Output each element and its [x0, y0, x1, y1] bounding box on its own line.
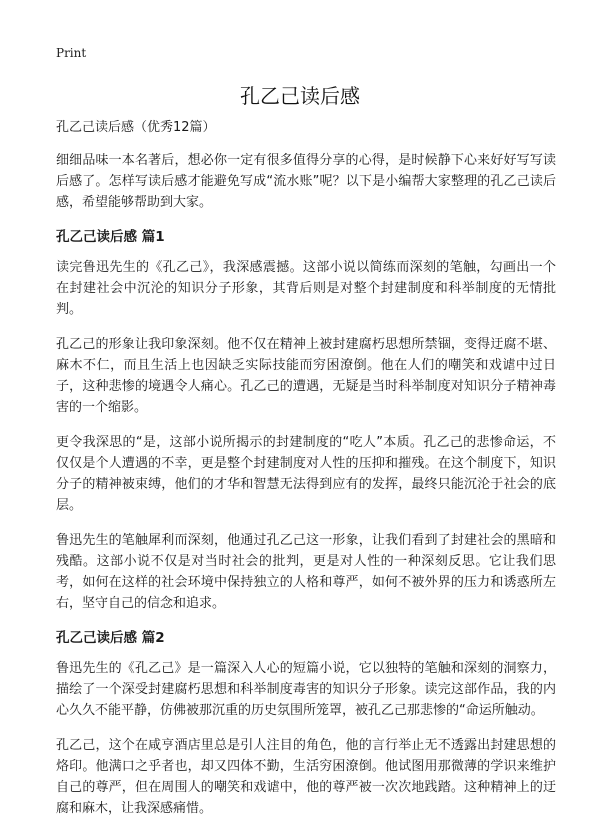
- intro-paragraph: 细细品味一本名著后，想必你一定有很多值得分享的心得，是时候静下心来好好写写读后感了。怎样写读后感才能避免写成“流水账”呢？以下是小编帮大家整理的孔乙己读后感，希望能够帮助到大家。: [56, 153, 556, 210]
- print-link[interactable]: Print: [56, 46, 87, 60]
- page-title: 孔乙己读后感: [240, 84, 360, 108]
- article-subtitle: 孔乙己读后感（优秀12篇）: [56, 120, 216, 135]
- paragraph: 读完鲁迅先生的《孔乙己》，我深感震撼。这部小说以简练而深刻的笔触，勾画出一个在封建社会中沉沦的知识分子形象，其背后则是对整个封建制度和科举制度的无情批判。: [56, 260, 556, 317]
- paragraph: 更令我深思的“是，这部小说所揭示的封建制度的“吃人”本质。孔乙己的悲惨命运，不仅仅是个人遭遇的不幸，更是整个封建制度对人性的压抑和摧残。在这个制度下，知识分子的精神被束缚，他们的才华和智慧无法得到应有的发挥，最终只能沉沦于社会的底层。: [56, 435, 556, 513]
- paragraph: 孔乙己，这个在咸亨酒店里总是引人注目的角色，他的言行举止无不透露出封建思想的烙印。他满口之乎者也，却又四体不勤，生活穷困潦倒。他试图用那微薄的学识来维护自己的尊严，但在周围人的嘲笑和戏谑中，他的尊严被一次次地践踏。这种精神上的迂腐和麻木，让我深感痛惜。: [56, 738, 556, 816]
- paragraph: 鲁迅先生的笔触犀利而深刻，他通过孔乙己这一形象，让我们看到了封建社会的黑暗和残酷。这部小说不仅是对当时社会的批判，更是对人性的一种深刻反思。它让我们思考，如何在这样的社会环境中保持独立的人格和尊严，如何不被外界的压力和诱惑所左右，坚守自己的信念和追求。: [56, 533, 556, 611]
- section-heading-1: 孔乙己读后感 篇1: [56, 229, 165, 245]
- article-body: [56, 118, 556, 833]
- section-heading-2: 孔乙己读后感 篇2: [56, 630, 165, 646]
- paragraph: 鲁迅先生的《孔乙己》是一篇深入人心的短篇小说，它以独特的笔触和深刻的洞察力，描绘了一个深受封建腐朽思想和科举制度毒害的知识分子形象。读完这部作品，我的内心久久不能平静，仿佛被那沉重的历史氛围所笼罩，被孔乙己那悲惨的“命运所触动。: [56, 661, 556, 718]
- paragraph: 孔乙己的形象让我印象深刻。他不仅在精神上被封建腐朽思想所禁锢，变得迂腐不堪、麻木不仁，而且生活上也因缺乏实际技能而穷困潦倒。他在人们的嘲笑和戏谑中过日子，这种悲惨的境遇令人痛心。孔乙己的遭遇，无疑是当时科举制度对知识分子精神毒害的一个缩影。: [56, 337, 556, 415]
